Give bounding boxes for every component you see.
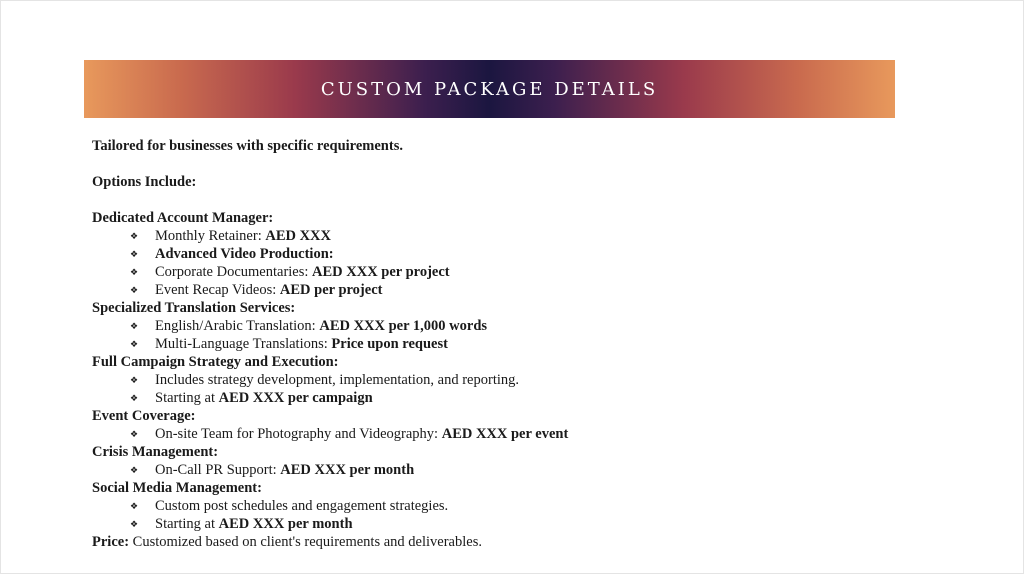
section-heading: Crisis Management:	[92, 444, 219, 460]
diamond-dots-icon: ❖	[130, 340, 139, 350]
list-item-price: AED XXX per project	[312, 264, 450, 280]
list-item-text: Starting at	[155, 516, 219, 532]
list-item-price: AED XXX per campaign	[218, 390, 373, 406]
diamond-dots-icon: ❖	[130, 430, 139, 440]
section-heading: Event Coverage:	[92, 408, 196, 424]
list-item-price: AED XXX	[265, 228, 331, 244]
spacer	[92, 155, 912, 173]
price-line	[92, 533, 912, 551]
list-item-text: Multi-Language Translations:	[155, 336, 332, 352]
title-banner	[84, 60, 895, 118]
list-item	[92, 281, 912, 299]
diamond-dots-icon: ❖	[130, 268, 139, 278]
page-title: CUSTOM PACKAGE DETAILS	[320, 78, 659, 100]
section-heading: Dedicated Account Manager:	[92, 210, 274, 226]
diamond-dots-icon: ❖	[130, 232, 139, 242]
list-item	[92, 227, 912, 245]
list-item-text: Custom post schedules and engagement strategies.	[155, 498, 449, 514]
section-heading: Specialized Translation Services:	[92, 300, 296, 316]
list-item-text: On-site Team for Photography and Videography:	[155, 426, 442, 442]
diamond-dots-icon: ❖	[130, 394, 139, 404]
spacer	[92, 191, 912, 209]
list-item-text: Monthly Retainer:	[155, 228, 266, 244]
diamond-dots-icon: ❖	[130, 520, 139, 530]
list-item-text: Includes strategy development, implementation, and reporting.	[155, 372, 520, 388]
list-item	[92, 245, 912, 263]
list-item-text: Starting at	[155, 390, 219, 406]
list-item-price: Price upon request	[331, 336, 448, 352]
diamond-dots-icon: ❖	[130, 286, 139, 296]
list-item-text: On-Call PR Support:	[155, 462, 281, 478]
sections-list	[92, 209, 912, 533]
list-item	[92, 515, 912, 533]
price-text: Customized based on client's requirements and deliverables.	[129, 534, 482, 550]
list-item-price: Advanced Video Production:	[155, 246, 334, 262]
intro-text: Tailored for businesses with specific requirements.	[92, 138, 403, 154]
list-item-price: AED XXX per month	[280, 462, 415, 478]
list-item-price: AED per project	[279, 282, 383, 298]
price-label: Price:	[92, 534, 130, 550]
list-item	[92, 263, 912, 281]
list-item-text: English/Arabic Translation:	[155, 318, 320, 334]
list-item-text: Corporate Documentaries:	[155, 264, 313, 280]
list-item	[92, 389, 912, 407]
diamond-dots-icon: ❖	[130, 466, 139, 476]
diamond-dots-icon: ❖	[130, 322, 139, 332]
list-item	[92, 371, 912, 389]
content-body	[92, 137, 912, 551]
list-item	[92, 335, 912, 353]
list-item-price: AED XXX per event	[441, 426, 569, 442]
list-item	[92, 497, 912, 515]
section-heading: Social Media Management:	[92, 480, 262, 496]
diamond-dots-icon: ❖	[130, 502, 139, 512]
options-heading: Options Include:	[92, 174, 197, 190]
list-item	[92, 317, 912, 335]
diamond-dots-icon: ❖	[130, 376, 139, 386]
list-item	[92, 425, 912, 443]
list-item-price: AED XXX per 1,000 words	[319, 318, 488, 334]
list-item-price: AED XXX per month	[218, 516, 353, 532]
list-item	[92, 461, 912, 479]
diamond-dots-icon: ❖	[130, 250, 139, 260]
list-item-text: Event Recap Videos:	[155, 282, 280, 298]
section-heading: Full Campaign Strategy and Execution:	[92, 354, 339, 370]
